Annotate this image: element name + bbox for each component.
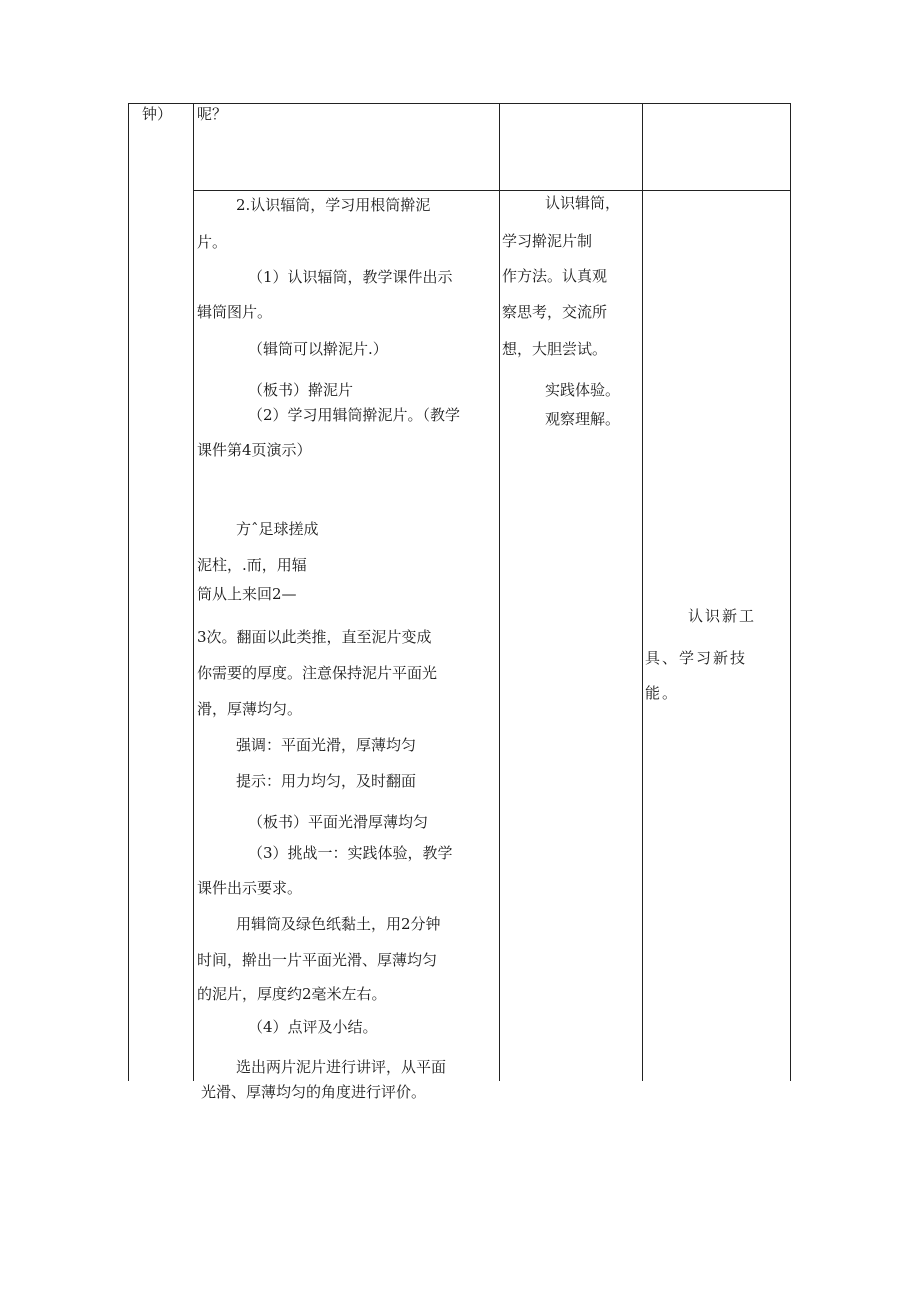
content-line: （辑筒可以擀泥片.） [248, 340, 388, 358]
row1-content: 呢？ [197, 105, 228, 123]
student-line: 作方法。认真观 [502, 267, 608, 285]
content-line: 筒从上来回2— [197, 585, 297, 603]
student-line: 学习擀泥片制 [502, 232, 593, 250]
table-border-right [790, 103, 791, 1081]
content-line: （板书）平面光滑厚薄均匀 [248, 813, 429, 831]
content-line: （板书）擀泥片 [248, 381, 354, 399]
content-line: （4）点评及小结。 [248, 1018, 378, 1036]
student-line: 认识辑筒， [545, 194, 621, 212]
content-line: 课件出示要求。 [197, 879, 303, 897]
content-line: 片。 [197, 233, 228, 251]
content-line: （3）挑战一：实践体验，教学 [248, 844, 453, 862]
content-line: 提示：用力均匀，及时翻面 [236, 772, 417, 790]
row-divider [193, 190, 791, 191]
table-divider-2 [499, 103, 500, 1081]
content-line: 2.认识辐筒，学习用根筒擀泥 [236, 196, 431, 214]
content-line: 泥柱，.而，用辐 [197, 556, 307, 574]
table-divider-3 [642, 103, 643, 1081]
content-line: 选出两片泥片进行讲评，从平面 [236, 1058, 447, 1076]
student-line: 察思考，交流所 [502, 303, 608, 321]
student-line: 观察理解。 [545, 410, 621, 428]
table-divider-1 [193, 103, 194, 1081]
content-line: 的泥片，厚度约2毫米左右。 [197, 985, 387, 1003]
content-line: 你需要的厚度。注意保持泥片平面光 [197, 664, 438, 682]
intent-line: 认识新工 [688, 607, 757, 625]
student-line: 实践体验。 [545, 381, 621, 399]
intent-line: 能。 [645, 684, 680, 702]
content-line: 滑，厚薄均匀。 [197, 700, 303, 718]
table-border-top [128, 103, 791, 104]
content-line: （2）学习用辑筒擀泥片。（教学 [248, 406, 461, 424]
content-line: 强调：平面光滑，厚薄均匀 [236, 736, 417, 754]
content-line: 光滑、厚薄均匀的角度进行评价。 [201, 1083, 427, 1101]
content-line: 方ˆ足球搓成 [236, 520, 319, 538]
student-line: 想，大胆尝试。 [502, 340, 608, 358]
intent-line: 具、学习新技 [645, 649, 748, 667]
time-column-text: 钟） [142, 105, 173, 123]
table-border-left [128, 103, 129, 1081]
content-line: （1）认识辐筒，教学课件出示 [248, 268, 453, 286]
content-line: 用辑筒及绿色纸黏土，用2分钟 [236, 915, 441, 933]
content-line: 时间，擀出一片平面光滑、厚薄均匀 [197, 951, 438, 969]
content-line: 课件第4页演示） [197, 441, 312, 459]
content-line: 辑筒图片。 [197, 303, 273, 321]
content-line: 3次。翻面以此类推，直至泥片变成 [197, 628, 432, 646]
